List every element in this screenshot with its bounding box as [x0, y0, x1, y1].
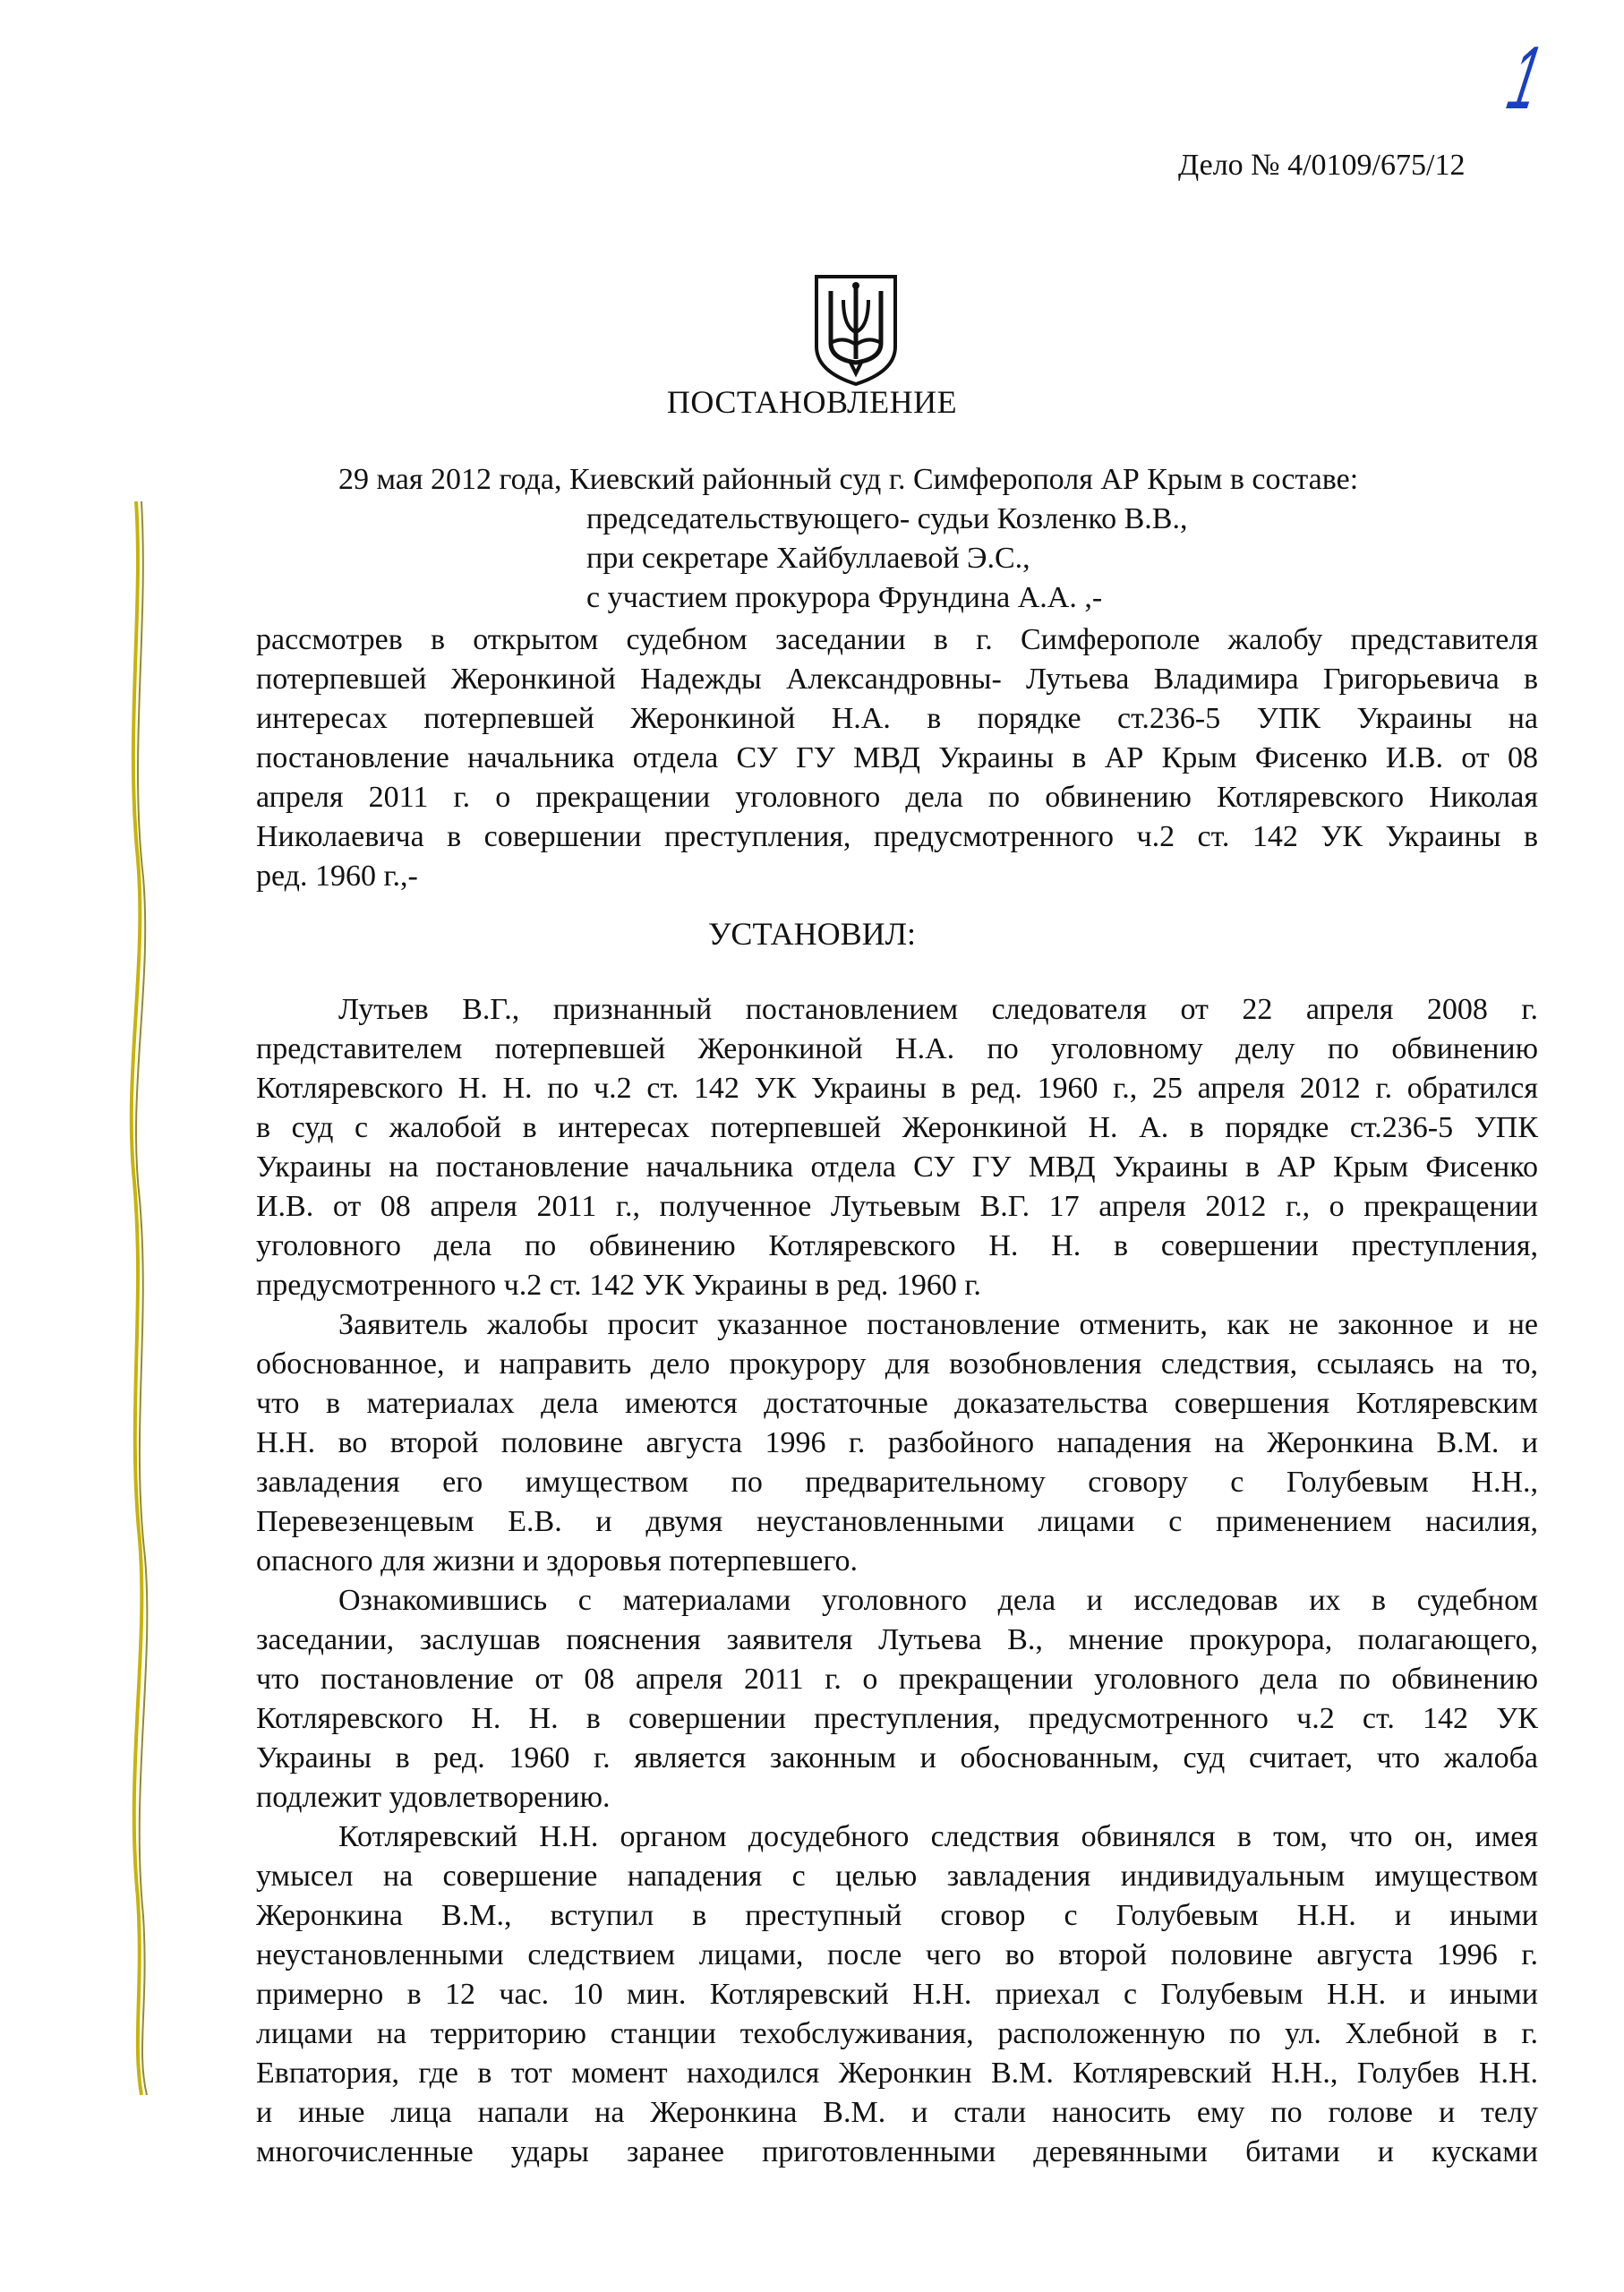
paragraph-line: обоснованное, и направить дело прокурору для возобновления следствия, ссылаясь на то, — [256, 1347, 1538, 1381]
paragraph-line: Украины в ред. 1960 г. является законным и обоснованным, суд считает, что жалоба — [256, 1741, 1538, 1775]
intro-line: рассмотрев в открытом судебном заседании в г. Симферополе жалобу представителя — [256, 623, 1538, 656]
paragraph-line: что в материалах дела имеются достаточные доказательства совершения Котляревским — [256, 1387, 1538, 1420]
paragraph-line: в суд с жалобой в интересах потерпевшей Жеронкиной Н. А. в порядке ст.236-5 УПК — [256, 1111, 1538, 1144]
paragraph-line: подлежит удовлетворению. — [256, 1781, 611, 1814]
paragraph-line: предусмотренного ч.2 ст. 142 УК Украины в ред. 1960 г. — [256, 1269, 981, 1302]
case-number: Дело № 4/0109/675/12 — [1178, 149, 1466, 182]
handwritten-page-number: 1 — [1500, 28, 1550, 128]
coat-of-arms-icon — [811, 273, 901, 388]
body-text — [256, 990, 1538, 2172]
document-title: ПОСТАНОВЛЕНИЕ — [666, 384, 958, 420]
paragraph-line: Котляревский Н.Н. органом досудебного следствия обвинялся в том, что он, имея — [338, 1820, 1538, 1853]
paragraph-line: заседании, заслушав пояснения заявителя Лутьева В., мнение прокурора, полагающего, — [256, 1623, 1538, 1656]
paragraph-line: И.В. от 08 апреля 2011 г., полученное Лутьевым В.Г. 17 апреля 2012 г., о прекращении — [256, 1190, 1538, 1223]
intro-line: интересах потерпевшей Жеронкиной Н.А. в порядке ст.236-5 УПК Украины на — [256, 702, 1538, 735]
header-line-judge: председательствующего- судьи Козленко В.В., — [586, 502, 1188, 535]
paragraph-line: Котляревского Н. Н. в совершении преступления, предусмотренного ч.2 ст. 142 УК — [256, 1702, 1538, 1735]
paragraph-line: неустановленными следствием лицами, после чего во второй половине августа 1996 г. — [256, 1938, 1538, 1971]
paragraph-line: Н.Н. во второй половине августа 1996 г. разбойного нападения на Жеронкина В.М. и — [256, 1426, 1538, 1459]
paragraph-line: Лутьев В.Г., признанный постановлением следователя от 22 апреля 2008 г. — [338, 993, 1538, 1026]
paragraph-line: Заявитель жалобы просит указанное постановление отменить, как не законное и не — [338, 1308, 1538, 1341]
binding-thread — [116, 501, 170, 2095]
paragraph-line: умысел на совершение нападения с целью завладения индивидуальным имуществом — [256, 1860, 1538, 1893]
header-line-secretary: при секретаре Хайбуллаевой Э.С., — [586, 542, 1030, 575]
intro-line: апреля 2011 г. о прекращении уголовного дела по обвинению Котляревского Николая — [256, 781, 1538, 814]
paragraph-line: Евпатория, где в тот момент находился Жеронкин В.М. Котляревский Н.Н., Голубев Н.Н. — [256, 2057, 1538, 2090]
header-line-date-court: 29 мая 2012 года, Киевский районный суд г. Симферополя АР Крым в составе: — [338, 463, 1359, 496]
paragraph-line: Ознакомившись с материалами уголовного дела и исследовав их в судебном — [338, 1584, 1538, 1617]
intro-line: ред. 1960 г.,- — [256, 860, 418, 893]
paragraph-line: что постановление от 08 апреля 2011 г. о прекращении уголовного дела по обвинению — [256, 1663, 1538, 1696]
paragraph-line: примерно в 12 час. 10 мин. Котляревский Н.Н. приехал с Голубевым Н.Н. и иными — [256, 1978, 1538, 2011]
paragraph-line: представителем потерпевшей Жеронкиной Н.А. по уголовному делу по обвинению — [256, 1032, 1538, 1065]
paragraph-line: Котляревского Н. Н. по ч.2 ст. 142 УК Украины в ред. 1960 г., 25 апреля 2012 г. обратился — [256, 1072, 1538, 1105]
section-title-established: УСТАНОВИЛ: — [707, 916, 917, 952]
paragraph-line: завладения его имуществом по предварительному сговору с Голубевым Н.Н., — [256, 1466, 1538, 1499]
paragraph-line: Перевезенцевым Е.В. и двумя неустановленными лицами с применением насилия, — [256, 1505, 1538, 1538]
intro-line: Николаевича в совершении преступления, предусмотренного ч.2 ст. 142 УК Украины в — [256, 820, 1538, 853]
paragraph-line: опасного для жизни и здоровья потерпевшего. — [256, 1544, 858, 1578]
paragraph-line: многочисленные удары заранее приготовленными деревянными битами и кусками — [256, 2135, 1538, 2168]
intro-line: постановление начальника отдела СУ ГУ МВД Украины в АР Крым Фисенко И.В. от 08 — [256, 741, 1538, 774]
header-line-prosecutor: с участием прокурора Фрундина А.А. ,- — [586, 581, 1103, 614]
paragraph-line: Жеронкина В.М., вступил в преступный сговор с Голубевым Н.Н. и иными — [256, 1899, 1538, 1932]
paragraph-line: Украины на постановление начальника отдела СУ ГУ МВД Украины в АР Крым Фисенко — [256, 1150, 1538, 1184]
paragraph-line: лицами на территорию станции техобслуживания, расположенную по ул. Хлебной в г. — [256, 2017, 1538, 2050]
paragraph-line: и иные лица напали на Жеронкина В.М. и стали наносить ему по голове и телу — [256, 2096, 1538, 2129]
intro-line: потерпевшей Жеронкиной Надежды Александровны- Лутьева Владимира Григорьевича в — [256, 663, 1538, 696]
intro-paragraph — [256, 620, 1538, 896]
paragraph-line: уголовного дела по обвинению Котляревского Н. Н. в совершении преступления, — [256, 1229, 1538, 1262]
